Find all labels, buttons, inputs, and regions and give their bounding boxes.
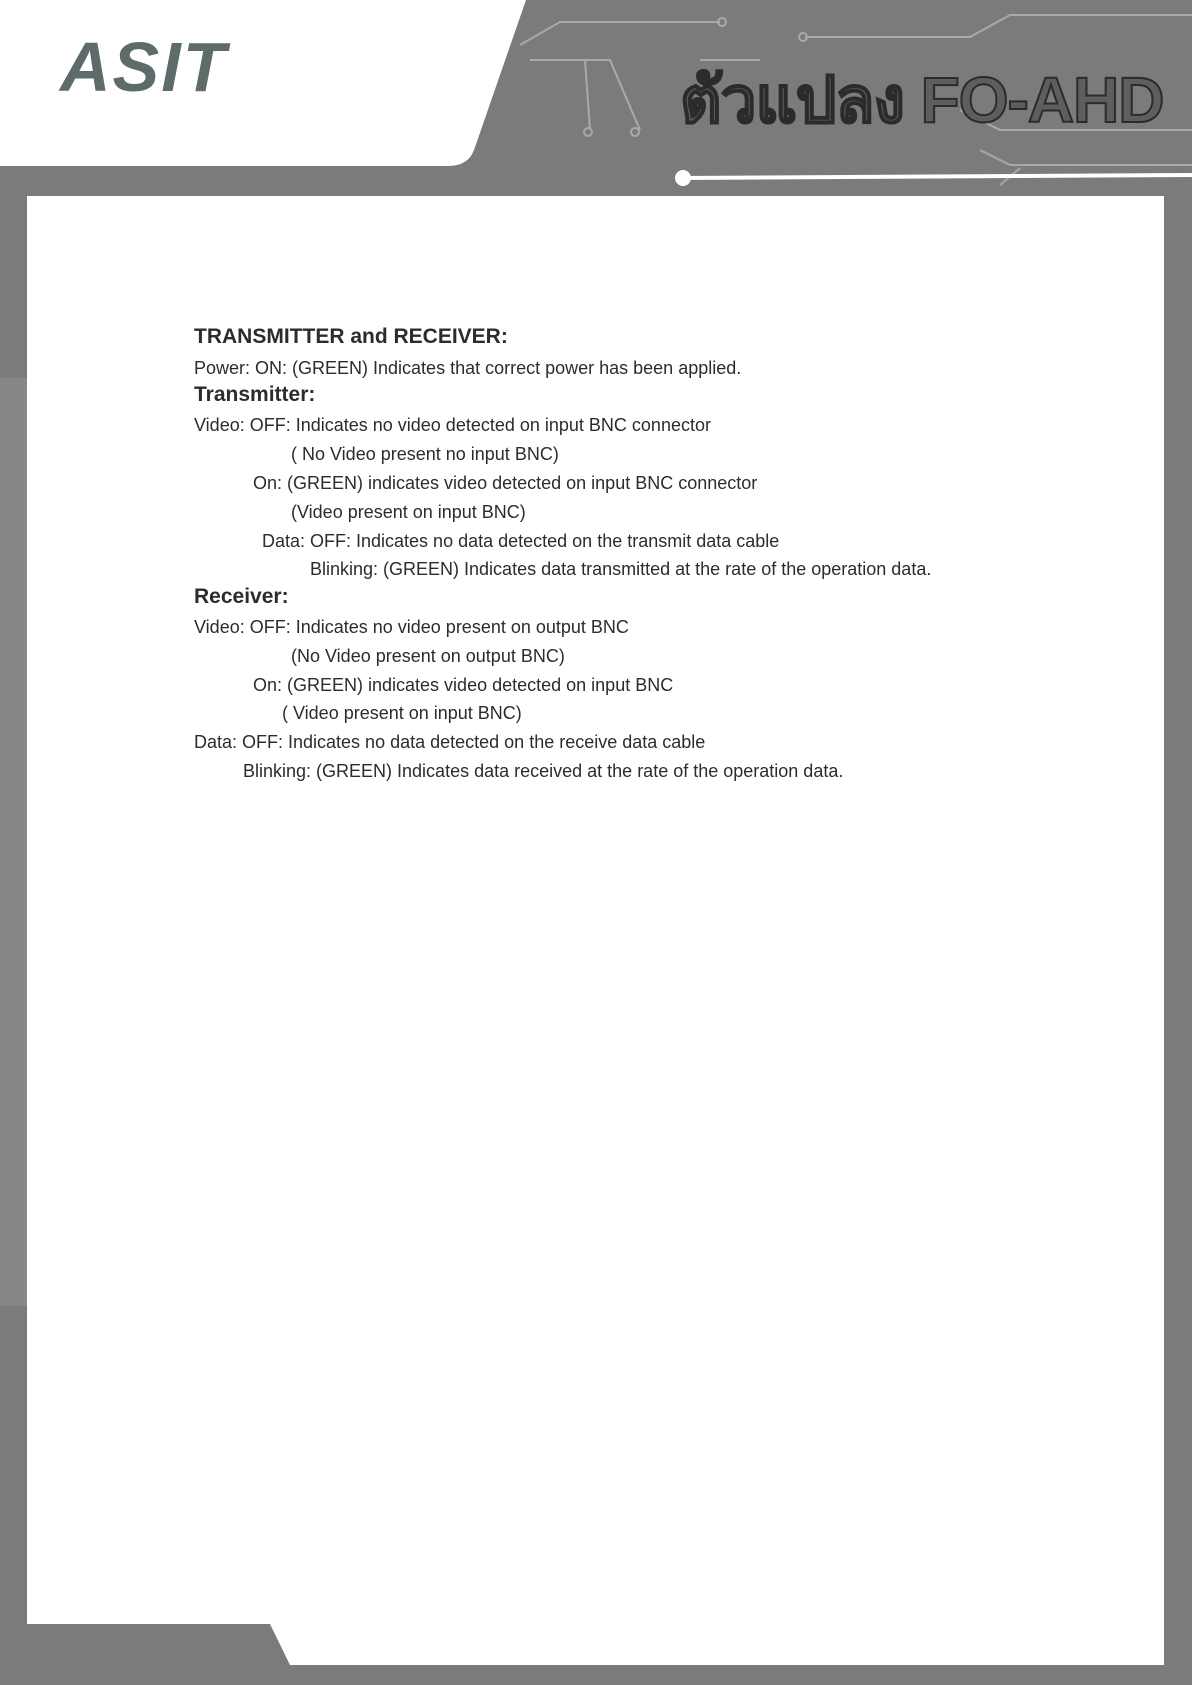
tx-video-on-note: (Video present on input BNC) bbox=[291, 502, 526, 522]
tx-data-blink: Blinking: (GREEN) Indicates data transmitted at the rate of the operation data. bbox=[310, 559, 932, 579]
tx-video-on: On: (GREEN) indicates video detected on input BNC connector bbox=[253, 473, 758, 493]
rx-video-off: Video: OFF: Indicates no video present on output BNC bbox=[194, 617, 629, 637]
footer-notch bbox=[0, 1624, 290, 1685]
rx-video-off-note: (No Video present on output BNC) bbox=[291, 646, 565, 666]
header-title: ตัวแปลง FO-AHD bbox=[680, 64, 1164, 136]
receiver-heading: Receiver: bbox=[194, 585, 289, 608]
rx-data-blink: Blinking: (GREEN) Indicates data received at the rate of the operation data. bbox=[243, 761, 844, 781]
tx-data-off: Data: OFF: Indicates no data detected on the transmit data cable bbox=[262, 531, 780, 551]
rx-data-off: Data: OFF: Indicates no data detected on the receive data cable bbox=[194, 732, 706, 752]
power-line: Power: ON: (GREEN) Indicates that correct power has been applied. bbox=[194, 358, 742, 378]
tx-video-off: Video: OFF: Indicates no video detected on input BNC connector bbox=[194, 415, 711, 435]
rx-video-on-note: ( Video present on input BNC) bbox=[282, 703, 522, 723]
transmitter-heading: Transmitter: bbox=[194, 383, 316, 406]
section-title: TRANSMITTER and RECEIVER: bbox=[194, 325, 508, 348]
rx-video-on: On: (GREEN) indicates video detected on input BNC bbox=[253, 675, 674, 695]
brand-logo: ASIT bbox=[60, 28, 228, 106]
tx-video-off-note: ( No Video present no input BNC) bbox=[291, 444, 559, 464]
